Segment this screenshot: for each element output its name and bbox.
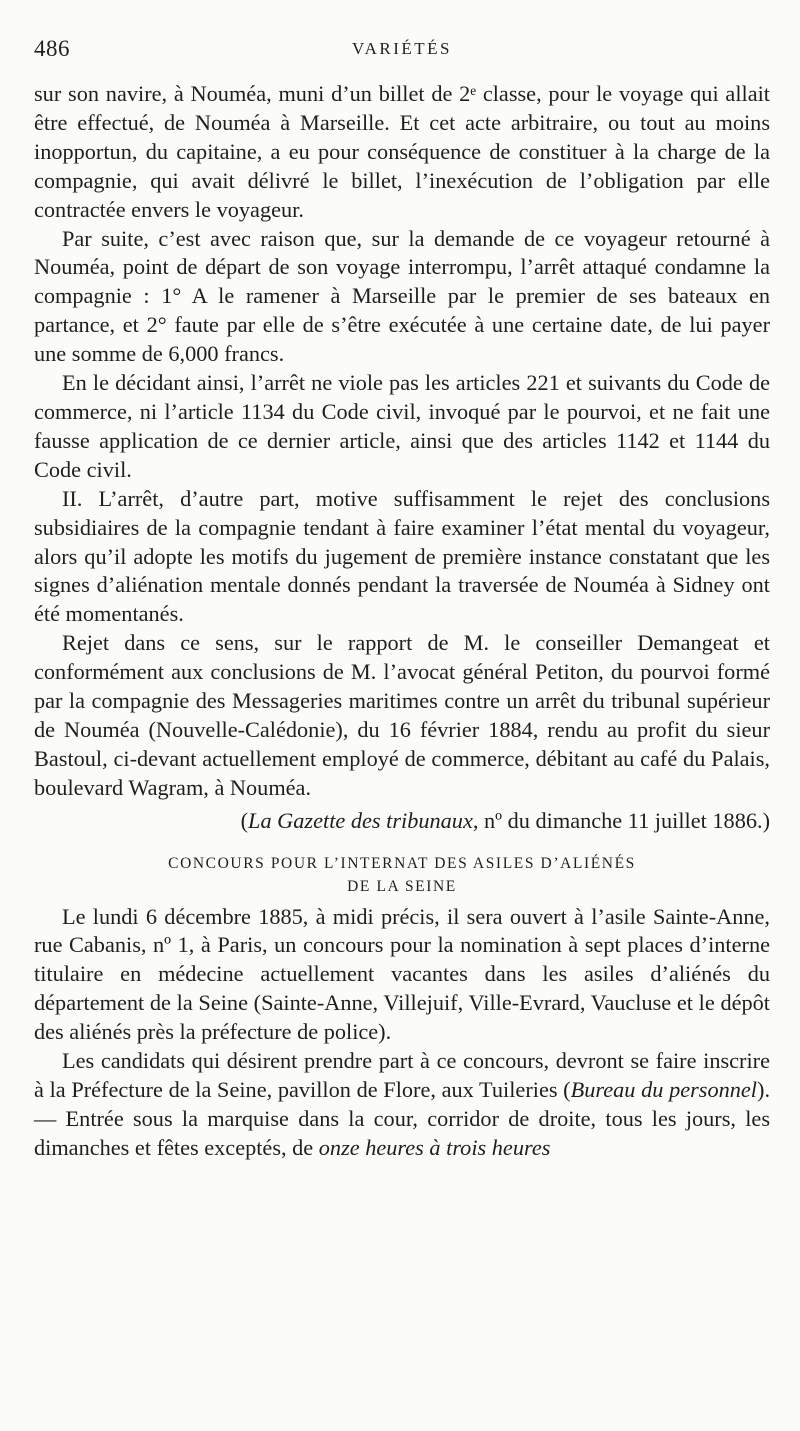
paragraph-text: Les candidats qui désirent prendre part à ce concours, devront se faire inscrire à la Préfecture de la Seine, pavillon de Flore, aux Tuileries ( [34, 1048, 770, 1102]
page-number: 486 [34, 36, 70, 61]
paragraph [34, 1047, 770, 1163]
paragraph: Le lundi 6 décembre 1885, à midi précis, il sera ouvert à l’asile Sainte-Anne, rue Cabanis, nº 1, à Paris, un concours pour la nomination à sept places d’interne titulaire en médecine actuellement vacantes dans les asiles d’aliénés du département de la Seine (Sainte-Anne, Villejuif, Ville-Evrard, Vaucluse et le dépôt des aliénés près la préfecture de police). [34, 903, 770, 1045]
section-title [34, 852, 770, 898]
section-title-line: CONCOURS POUR L’INTERNAT DES ASILES D’ALIÉNÉS [168, 854, 636, 872]
paragraph-text: ). — Entrée sous la marquise dans la cour, corridor de droite, tous les jours, les dimanches et fêtes exceptés, de [34, 1077, 771, 1160]
source-rest: , nº du dimanche 11 juillet 1886.) [472, 807, 770, 833]
paragraph-italic: onze heures à trois heures [318, 1134, 551, 1160]
running-head: VARIÉTÉS [352, 39, 452, 58]
source-publication: La Gazette des tribunaux [248, 807, 473, 833]
paragraph: En le décidant ainsi, l’arrêt ne viole pas les articles 221 et suivants du Code de commerce, ni l’article 1134 du Code civil, invoqué par le pourvoi, et ne fait une fausse application de ce dernier article, ainsi que des articles 1142 et 1144 du Code civil. [34, 370, 770, 482]
paragraph: Rejet dans ce sens, sur le rapport de M. le conseiller Demangeat et conformément aux conclusions de M. l’avocat général Petiton, du pourvoi formé par la compagnie des Messageries maritimes contre un arrêt du tribunal supérieur de Nouméa (Nouvelle-Calédonie), du 16 février 1884, rendu au profit du sieur Bastoul, ci-devant actuellement employé de commerce, débitant au café du Palais, boulevard Wagram, à Nouméa. [34, 630, 770, 800]
source-open: ( [240, 807, 249, 833]
paragraph: sur son navire, à Nouméa, muni d’un billet de 2ᵉ classe, pour le voyage qui allait être effectué, de Nouméa à Marseille. Et cet acte arbitraire, ou tout au moins inopportun, du capitaine, a eu pour conséquence de constituer à la charge de la compagnie, qui avait délivré le billet, l’inexécution de l’obligation par elle contractée envers le voyageur. [34, 81, 770, 222]
source-citation [34, 807, 770, 836]
paragraph: II. L’arrêt, d’autre part, motive suffisamment le rejet des conclusions subsidiaires de la compagnie tendant à faire examiner l’état mental du voyageur, alors qu’il adopte les motifs du jugement de première instance constatant que les signes d’aliénation mentale donnés pendant la traversée de Nouméa à Sidney ont été momentanés. [34, 485, 770, 627]
body-text [34, 80, 770, 1163]
section-title-line: DE LA SEINE [347, 877, 457, 895]
paragraph: Par suite, c’est avec raison que, sur la demande de ce voyageur retourné à Nouméa, point de départ de son voyage interrompu, l’arrêt attaqué condamne la compagnie : 1° A le ramener à Marseille par le premier de ses bateaux en partance, et 2° faute par elle de s’être exécutée à une certaine date, de lui payer une somme de 6,000 francs. [34, 225, 770, 367]
page-header [34, 36, 770, 70]
paragraph-italic: Bureau du personnel [570, 1077, 758, 1102]
